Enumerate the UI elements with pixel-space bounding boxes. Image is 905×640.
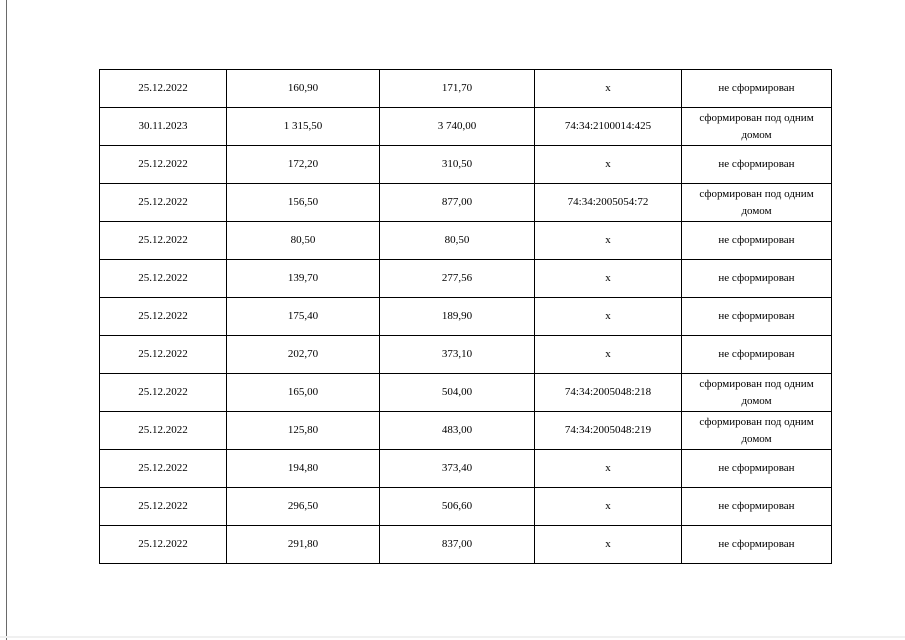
area-cell-2: 277,56	[380, 260, 535, 298]
area-cell-2: 506,60	[380, 488, 535, 526]
area-cell-2: 504,00	[380, 374, 535, 412]
cadastral-cell: x	[535, 146, 682, 184]
area-cell-1: 156,50	[227, 184, 380, 222]
date-cell: 25.12.2022	[100, 374, 227, 412]
area-cell-2: 373,10	[380, 336, 535, 374]
table-row	[100, 108, 832, 146]
table-row	[100, 412, 832, 450]
cadastral-cell: x	[535, 336, 682, 374]
cadastral-cell: 74:34:2005048:219	[535, 412, 682, 450]
area-cell-1: 125,80	[227, 412, 380, 450]
status-cell: не сформирован	[682, 70, 832, 108]
status-cell: не сформирован	[682, 146, 832, 184]
cadastral-cell: x	[535, 222, 682, 260]
area-cell-2: 837,00	[380, 526, 535, 564]
area-cell-1: 139,70	[227, 260, 380, 298]
status-cell: сформирован под одним домом	[682, 184, 832, 222]
cadastral-cell: x	[535, 526, 682, 564]
area-cell-2: 483,00	[380, 412, 535, 450]
status-cell: не сформирован	[682, 336, 832, 374]
scan-edge-bottom	[0, 636, 905, 638]
cadastral-cell: x	[535, 298, 682, 336]
area-cell-1: 160,90	[227, 70, 380, 108]
area-cell-1: 172,20	[227, 146, 380, 184]
status-cell: сформирован под одним домом	[682, 374, 832, 412]
scan-edge-left	[6, 0, 7, 640]
status-cell: не сформирован	[682, 260, 832, 298]
cadastral-cell: x	[535, 488, 682, 526]
status-cell: не сформирован	[682, 298, 832, 336]
area-cell-2: 3 740,00	[380, 108, 535, 146]
table-row	[100, 526, 832, 564]
date-cell: 25.12.2022	[100, 222, 227, 260]
area-cell-1: 194,80	[227, 450, 380, 488]
area-cell-1: 296,50	[227, 488, 380, 526]
date-cell: 25.12.2022	[100, 260, 227, 298]
data-table	[99, 69, 832, 564]
area-cell-1: 1 315,50	[227, 108, 380, 146]
area-cell-2: 310,50	[380, 146, 535, 184]
cadastral-cell: 74:34:2100014:425	[535, 108, 682, 146]
date-cell: 25.12.2022	[100, 336, 227, 374]
status-cell: не сформирован	[682, 222, 832, 260]
status-cell: не сформирован	[682, 450, 832, 488]
table-row	[100, 260, 832, 298]
area-cell-1: 175,40	[227, 298, 380, 336]
status-cell: сформирован под одним домом	[682, 412, 832, 450]
area-cell-2: 373,40	[380, 450, 535, 488]
table-row	[100, 222, 832, 260]
date-cell: 25.12.2022	[100, 298, 227, 336]
status-cell: не сформирован	[682, 488, 832, 526]
date-cell: 25.12.2022	[100, 412, 227, 450]
table-row	[100, 488, 832, 526]
area-cell-1: 202,70	[227, 336, 380, 374]
area-cell-2: 189,90	[380, 298, 535, 336]
table-row	[100, 374, 832, 412]
date-cell: 30.11.2023	[100, 108, 227, 146]
area-cell-2: 877,00	[380, 184, 535, 222]
date-cell: 25.12.2022	[100, 526, 227, 564]
date-cell: 25.12.2022	[100, 488, 227, 526]
date-cell: 25.12.2022	[100, 184, 227, 222]
date-cell: 25.12.2022	[100, 450, 227, 488]
table-row	[100, 336, 832, 374]
cadastral-cell: 74:34:2005054:72	[535, 184, 682, 222]
table-row	[100, 70, 832, 108]
status-cell: сформирован под одним домом	[682, 108, 832, 146]
table-body	[100, 70, 832, 564]
cadastral-cell: 74:34:2005048:218	[535, 374, 682, 412]
date-cell: 25.12.2022	[100, 146, 227, 184]
status-cell: не сформирован	[682, 526, 832, 564]
cadastral-cell: x	[535, 260, 682, 298]
area-cell-2: 80,50	[380, 222, 535, 260]
area-cell-2: 171,70	[380, 70, 535, 108]
area-cell-1: 80,50	[227, 222, 380, 260]
table-row	[100, 450, 832, 488]
cadastral-cell: x	[535, 70, 682, 108]
table-row	[100, 184, 832, 222]
area-cell-1: 165,00	[227, 374, 380, 412]
table-row	[100, 298, 832, 336]
cadastral-cell: x	[535, 450, 682, 488]
date-cell: 25.12.2022	[100, 70, 227, 108]
table-row	[100, 146, 832, 184]
area-cell-1: 291,80	[227, 526, 380, 564]
